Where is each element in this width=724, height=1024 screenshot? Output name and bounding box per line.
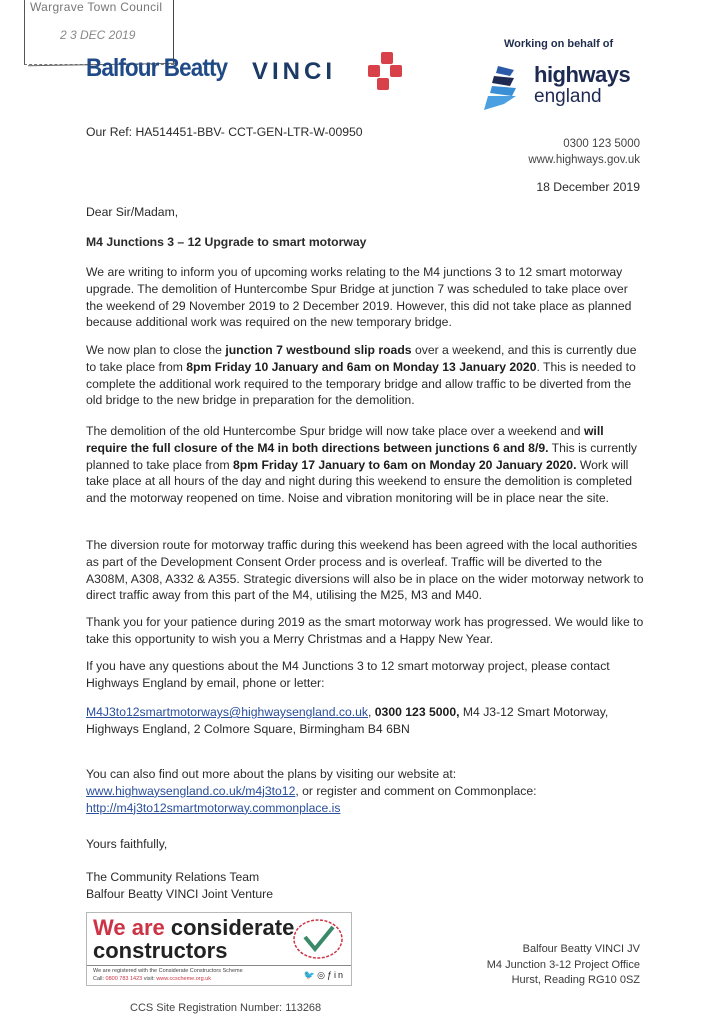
website-link[interactable]: www.highwaysengland.co.uk/m4j3to12 [86,783,296,798]
contact-address: M4 J3-12 Smart Motorway, Highways England, 2 Colmore Square, Birmingham B4 6BN [86,705,609,736]
closing: Yours faithfully, [86,837,168,851]
vinci-cross-icon [368,52,402,90]
vinci-logo: VINCI [252,58,337,85]
project-office-address [487,942,640,989]
commonplace-link[interactable]: http://m4j3to12smartmotorway.commonplace.is [86,800,341,815]
considerate-constructors-banner [86,912,352,986]
paragraph-slip-road-closure [86,342,646,409]
contact-website: www.highways.gov.uk [528,154,640,166]
text: Work will take place at all hours of the day and night during this weekend to ensure the demolition is completed and the motorway reopened on time. Noise and vibration monitoring will be in place near the site. [86,457,633,506]
ccs-registration-number: CCS Site Registration Number: 113268 [130,1002,322,1014]
stamp-date: 2 3 DEC 2019 [60,28,136,42]
contact-phone-bold: 0300 123 5000, [374,705,460,719]
contact-phone: 0300 123 5000 [563,138,640,150]
balfour-beatty-logo: Balfour Beatty [86,54,228,82]
signature-team: The Community Relations Team [86,870,260,884]
twitter-icon: 🐦 [303,970,318,980]
paragraph-thanks: Thank you for your patience during 2019 as the smart motorway work has progressed. We would like to take this opportunity to wish you a Merry Christmas and a Happy New Year. [86,615,644,646]
text: We now plan to close the [86,343,226,357]
bold-text: 8pm Friday 10 January and 6am on Monday 13 January 2020 [186,359,537,374]
text: . This is needed to complete the additional work required to the temporary bridge and allow traffic to be diverted from the old bridge to the new bridge in preparation for the demolition. [86,359,636,408]
ccs-registered-text: We are registered with the Considerate Constructors Scheme [93,968,243,974]
ccs-url: www.ccscheme.org.uk [156,976,212,982]
salutation: Dear Sir/Madam, [86,205,179,219]
text: This is currently planned to take place from [86,440,638,472]
paragraph-questions: If you have any questions about the M4 Junctions 3 to 12 smart motorway project, please contact Highways England by email, phone or letter: [86,659,610,690]
england-logo-word: england [534,86,602,107]
ccs-social-icons [304,970,345,981]
stamp-council-name: Wargrave Town Council [30,0,163,14]
call-label: Call: [93,976,106,982]
paragraph-diversion: The diversion route for motorway traffic during this weekend has been agreed with the local authorities as part of the Development Consent Order process and is overleaf. Traffic will be diverted to the A308M, A308, A332 & A355. Strategic diversions will also be in place on the wider motorway network to direct traffic away from this part of the M4, utilising the M25, M3 and M40. [86,538,644,603]
signature-organisation: Balfour Beatty VINCI Joint Venture [86,886,273,901]
instagram-icon: ◎ [317,970,327,980]
text: You can also find out more about the plans by visiting our website at: [86,767,457,781]
text: The demolition of the old Huntercombe Spur bridge will now take place over a weekend and [86,424,584,438]
office-line-3: Hurst, Reading RG10 0SZ [511,974,640,986]
text: over a weekend, and this is currently due to take place from [86,343,637,374]
ccs-badge-icon [291,917,345,961]
facebook-icon: ƒ [326,970,334,980]
highways-england-mark-icon [482,64,526,112]
ccs-title-red: We are [93,915,165,940]
ccs-title-black: considerate [164,915,295,940]
bold-text: 8pm Friday 17 January to 6am on Monday 20 January 2020. [233,457,577,472]
letter-subject: M4 Junctions 3 – 12 Upgrade to smart motorway [86,235,367,249]
ccs-footer [87,965,351,986]
bold-text: junction 7 westbound slip roads [225,343,412,357]
contact-details [528,136,640,168]
visit-label: visit: [142,976,157,982]
text: , [368,705,375,719]
ccs-title [93,916,294,962]
paragraph-demolition [86,423,646,507]
text: , or register and comment on Commonplace: [295,783,537,798]
paragraph-website [86,766,646,816]
ccs-contact [93,976,211,982]
highways-caption: Working on behalf of [504,38,614,50]
paragraph-intro: We are writing to inform you of upcoming works relating to the M4 junctions 3 to 12 smart motorway upgrade. The demolition of Huntercombe Spur Bridge at junction 7 was scheduled to take place over the weekend of 29 November 2019 to 2 December 2019. However, this did not take place as planned because additional work was required on the new temporary bridge. [86,265,632,330]
email-link[interactable]: M4J3to12smartmotorways@highwaysengland.co.uk [86,705,368,719]
paragraph-contact [86,704,646,738]
ccs-phone: 0800 783 1423 [105,976,143,982]
highways-logo-word: highways [534,62,631,87]
linkedin-icon: in [333,970,345,980]
bold-text: will require the full closure of the M4 in both directions between junctions 6 and 8/9. [86,424,604,455]
office-line-1: Balfour Beatty VINCI JV [522,943,640,955]
letter-date: 18 December 2019 [536,180,640,194]
signature [86,869,273,903]
ccs-title-line2: constructors [93,938,228,963]
office-line-2: M4 Junction 3-12 Project Office [486,958,640,971]
our-reference: Our Ref: HA514451-BBV- CCT-GEN-LTR-W-00950 [86,125,363,139]
